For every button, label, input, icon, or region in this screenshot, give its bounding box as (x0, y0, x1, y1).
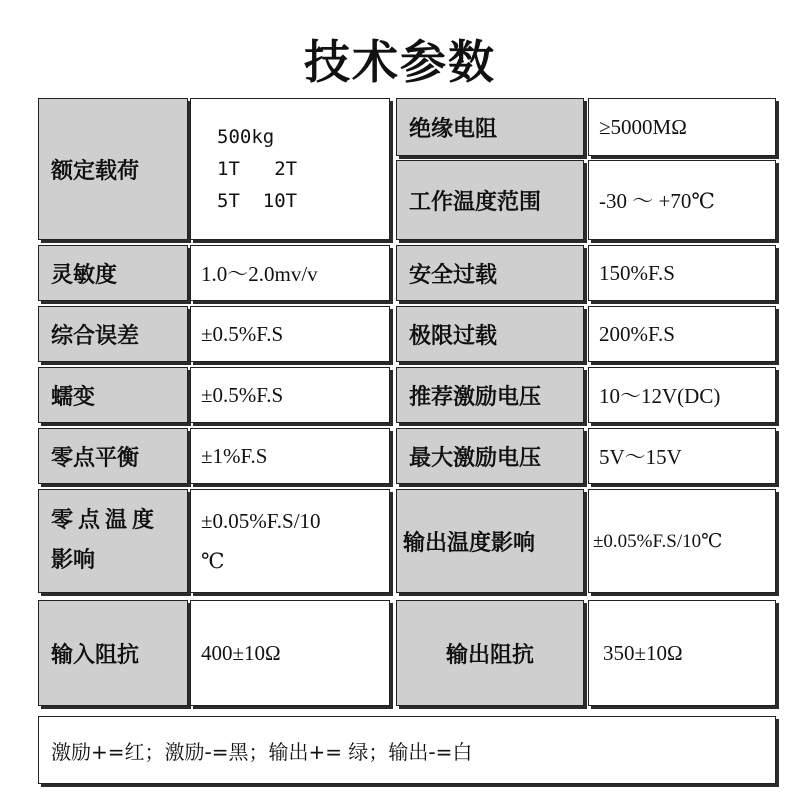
output-temp-effect-value (588, 489, 776, 593)
output-impedance-label (396, 600, 584, 706)
creep-label (38, 367, 188, 423)
input-impedance-value (190, 600, 390, 706)
max-excitation-value (588, 428, 776, 484)
operating-temp-range-value-text: -30 ～ +70℃ (599, 189, 715, 213)
zero-temp-effect-label (38, 489, 188, 593)
safe-overload-label (396, 245, 584, 301)
max-excitation-value-text: 5V～15V (599, 445, 682, 469)
rated-load-label-text: 额定载荷 (51, 158, 140, 184)
ultimate-overload-value (588, 306, 776, 362)
output-temp-effect-label-text: 输出温度影响 (403, 530, 536, 556)
operating-temp-range-label-text: 工作温度范围 (409, 189, 542, 215)
safe-overload-value (588, 245, 776, 301)
sensitivity-label-text: 灵敏度 (51, 262, 118, 288)
output-impedance-label-text: 输出阻抗 (445, 642, 534, 668)
wiring-note-text: 激励+=红；激励-=黑；输出+= 绿；输出-=白 (51, 739, 473, 764)
safe-overload-label-text: 安全过载 (409, 262, 498, 288)
ultimate-overload-value-text: 200%F.S (599, 321, 675, 346)
insulation-resistance-label-text: 绝缘电阻 (409, 116, 498, 142)
input-impedance-label (38, 600, 188, 706)
rated-load-value-line-3: 5T 10T (217, 190, 298, 212)
zero-balance-value (190, 428, 390, 484)
insulation-resistance-value (588, 98, 776, 156)
sensitivity-value-text: 1.0～2.0mv/v (201, 262, 318, 286)
insulation-resistance-value-text: ≥5000MΩ (599, 114, 687, 139)
input-impedance-label-text: 输入阻抗 (51, 642, 140, 668)
creep-value (190, 367, 390, 423)
output-impedance-value (588, 600, 776, 706)
recommended-excitation-value-text: 10～12V(DC) (599, 384, 721, 408)
safe-overload-value-text: 150%F.S (599, 260, 675, 285)
sensitivity-value (190, 245, 390, 301)
combined-error-label-text: 综合误差 (51, 323, 140, 349)
rated-load-value-line-2: 1T 2T (217, 158, 298, 180)
zero-temp-effect-label-line-2: 影响 (51, 548, 96, 573)
zero-temp-effect-value-line-1: ±0.05%F.S/10 (201, 509, 321, 533)
rated-load-value (190, 98, 390, 240)
output-impedance-value-text: 350±10Ω (603, 640, 683, 665)
insulation-resistance-label (396, 98, 584, 156)
operating-temp-range-value (588, 160, 776, 240)
creep-label-text: 蠕变 (51, 384, 96, 410)
wiring-note (38, 716, 776, 784)
combined-error-value (190, 306, 390, 362)
output-temp-effect-label (396, 489, 584, 593)
max-excitation-label (396, 428, 584, 484)
max-excitation-label-text: 最大激励电压 (409, 445, 542, 471)
creep-value-text: ±0.5%F.S (201, 382, 284, 407)
ultimate-overload-label (396, 306, 584, 362)
recommended-excitation-value (588, 367, 776, 423)
combined-error-label (38, 306, 188, 362)
rated-load-value-line-1: 500kg (217, 126, 275, 148)
zero-temp-effect-value-line-2: ℃ (201, 549, 225, 573)
sensitivity-label (38, 245, 188, 301)
input-impedance-value-text: 400±10Ω (201, 640, 281, 665)
zero-balance-value-text: ±1%F.S (201, 443, 268, 468)
ultimate-overload-label-text: 极限过载 (409, 323, 498, 349)
output-temp-effect-value-text: ±0.05%F.S/10℃ (593, 530, 723, 552)
zero-balance-label (38, 428, 188, 484)
operating-temp-range-label (396, 160, 584, 240)
rated-load-label (38, 98, 188, 240)
combined-error-value-text: ±0.5%F.S (201, 321, 284, 346)
zero-balance-label-text: 零点平衡 (51, 445, 140, 471)
zero-temp-effect-value (190, 489, 390, 593)
recommended-excitation-label-text: 推荐激励电压 (409, 384, 542, 410)
page-title: 技术参数 (304, 35, 496, 89)
zero-temp-effect-label-line-1: 零点温度 (51, 508, 160, 533)
recommended-excitation-label (396, 367, 584, 423)
